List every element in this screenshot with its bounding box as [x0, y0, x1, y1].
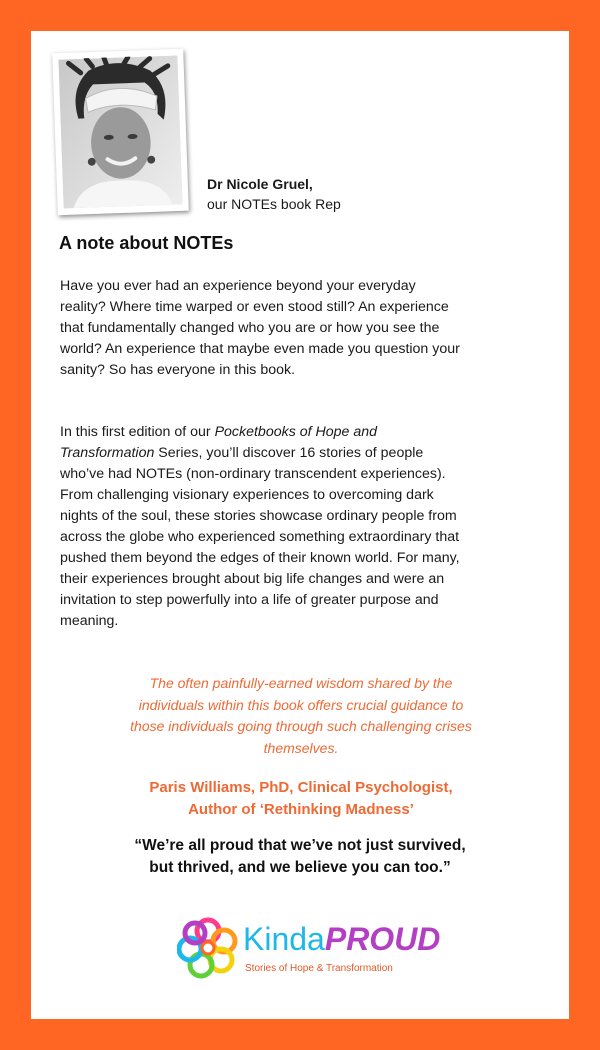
- author-credentials: Paris Williams, PhD, Clinical Psychologist,: [149, 779, 453, 796]
- logo-wordmark: [243, 921, 440, 957]
- series-title: Pocketbooks of Hope and Transformation: [60, 424, 378, 461]
- intro-paragraph: Have you ever had an experience beyond your everyday reality? Where time warped or even stood still? An experience that fundamentally changed who you are or how you see the world? An experience that maybe even made you question your sanity? So has everyone in this book.: [60, 278, 460, 378]
- quote-author: [121, 777, 481, 821]
- logo-word-kinda: Kinda: [243, 921, 325, 957]
- flower-logo-icon: [177, 917, 239, 979]
- note-card: [31, 31, 569, 1019]
- tagline-line-1: “We’re all proud that we’ve not just survived,: [134, 837, 466, 854]
- section-heading: A note about NOTEs: [59, 233, 234, 253]
- logo-word-proud: PROUD: [324, 921, 441, 957]
- rep-name: Dr Nicole Gruel,: [207, 176, 313, 192]
- logo-subtitle: Stories of Hope & Transformation: [245, 963, 393, 974]
- paragraph-text-before: In this first edition of our: [60, 424, 215, 440]
- series-paragraph: [60, 422, 464, 632]
- rep-photo: [52, 49, 189, 215]
- portrait-image: [58, 55, 182, 209]
- author-book: Author of ‘Rethinking Madness’: [188, 801, 414, 818]
- endorsement-quote: The often painfully-earned wisdom shared by the individuals within this book offers crucial guidance to those individuals going through such challenging crises themselves.: [130, 675, 472, 756]
- tagline: [91, 835, 509, 879]
- paragraph-text-after: Series, you’ll discover 16 stories of people who’ve had NOTEs (non-ordinary transcendent experiences). From challenging visionary experiences to overcoming dark nights of the soul, these stories showcase ordinary people from across the globe who experienced something extraordinary that pushed them beyond the edges of their known world. For many, their experiences brought about big life changes and were an invitation to step powerfully into a life of greater purpose and meaning.: [60, 445, 460, 629]
- rep-role: our NOTEs book Rep: [207, 196, 341, 212]
- kindaproud-logo: [177, 917, 441, 983]
- tagline-line-2: but thrived, and we believe you can too.”: [149, 859, 451, 876]
